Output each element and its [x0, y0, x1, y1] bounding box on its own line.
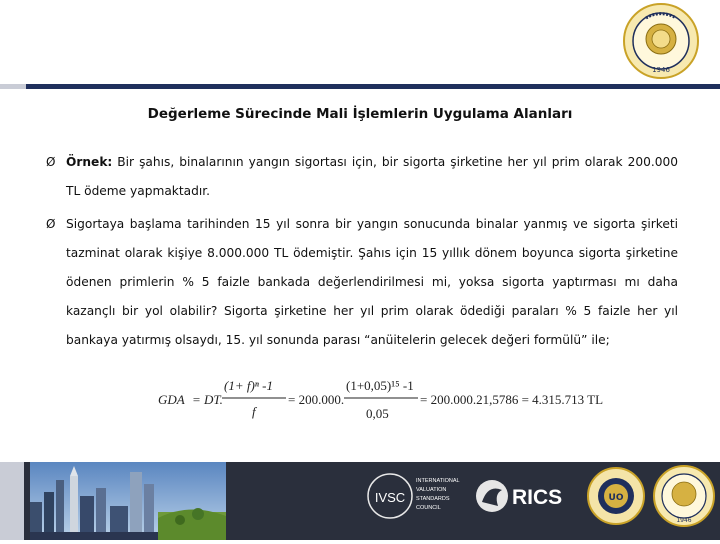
svg-text:INTERNATIONAL VALUATIO: INTERNATIONAL VALUATION STANDARDS COUNCIL	[416, 478, 460, 511]
ivsc-logo	[368, 474, 461, 518]
gold-seal-logo	[588, 468, 644, 524]
svg-text:UO: UO	[608, 493, 624, 503]
partner-logos	[226, 462, 720, 540]
arrow-bullet-icon: Ø	[46, 217, 56, 231]
svg-text:RICS: RICS	[512, 486, 563, 509]
annuity-future-value-formula	[152, 368, 622, 428]
header-rule	[0, 84, 720, 89]
formula-result: = 200.000.21,5786 = 4.315.713 TL	[420, 392, 604, 407]
formula-num1: (1+ f)ⁿ -1	[224, 378, 273, 393]
bullet-text: Bir şahıs, binalarının yangın sigortası için, bir sigorta şirketine her yıl prim olarak 200.000 TL ödeme yapmaktadır.	[66, 155, 678, 198]
svg-text:IVSC: IVSC	[374, 490, 406, 505]
ankara-university-seal-small	[654, 466, 714, 526]
svg-text:1946: 1946	[676, 517, 692, 524]
footer-accent-strip	[0, 462, 24, 540]
bullet-item-question	[46, 210, 678, 355]
formula-num2: (1+0,05)¹⁵ -1	[346, 378, 414, 393]
rics-logo	[476, 480, 562, 512]
header-rule-accent	[0, 84, 26, 89]
bullet-bold-lead: Örnek:	[66, 155, 113, 169]
svg-text:1946: 1946	[652, 66, 670, 74]
bullet-item-example	[46, 148, 678, 206]
bullet-list	[46, 148, 678, 359]
formula-eq2: = 200.000.	[288, 392, 345, 407]
formula-eq1: = DT.	[192, 392, 223, 407]
arrow-bullet-icon: Ø	[46, 155, 56, 169]
slide-title: Değerleme Sürecinde Mali İşlemlerin Uygulama Alanları	[147, 106, 573, 122]
bullet-text: Sigortaya başlama tarihinden 15 yıl sonra bir yangın sonucunda binalar yanmış ve sigorta şirketi tazminat olarak kişiye 8.000.000 TL ödemiştir. Şahıs için 15 yıllık dönem boyunca sigorta şirketine ödenen primlerin % 5 faizle bankada değerlendirilmesi mi, yoksa sigorta yaptırması mı daha kazançlı bir yol olabilir? Sigorta şirketine her yıl prim olarak ödediği paraları % 5 faizle her yıl bankaya yatırmış olsaydı, 15. yıl sonunda parası “anüitelerin gelecek değeri formülü” ile;	[66, 217, 678, 347]
formula-den2: 0,05	[366, 406, 389, 421]
formula-lhs: GDA	[158, 392, 185, 407]
formula-den1: f	[252, 404, 256, 419]
ankara-university-seal	[622, 2, 700, 80]
city-skyline-image	[30, 462, 226, 540]
